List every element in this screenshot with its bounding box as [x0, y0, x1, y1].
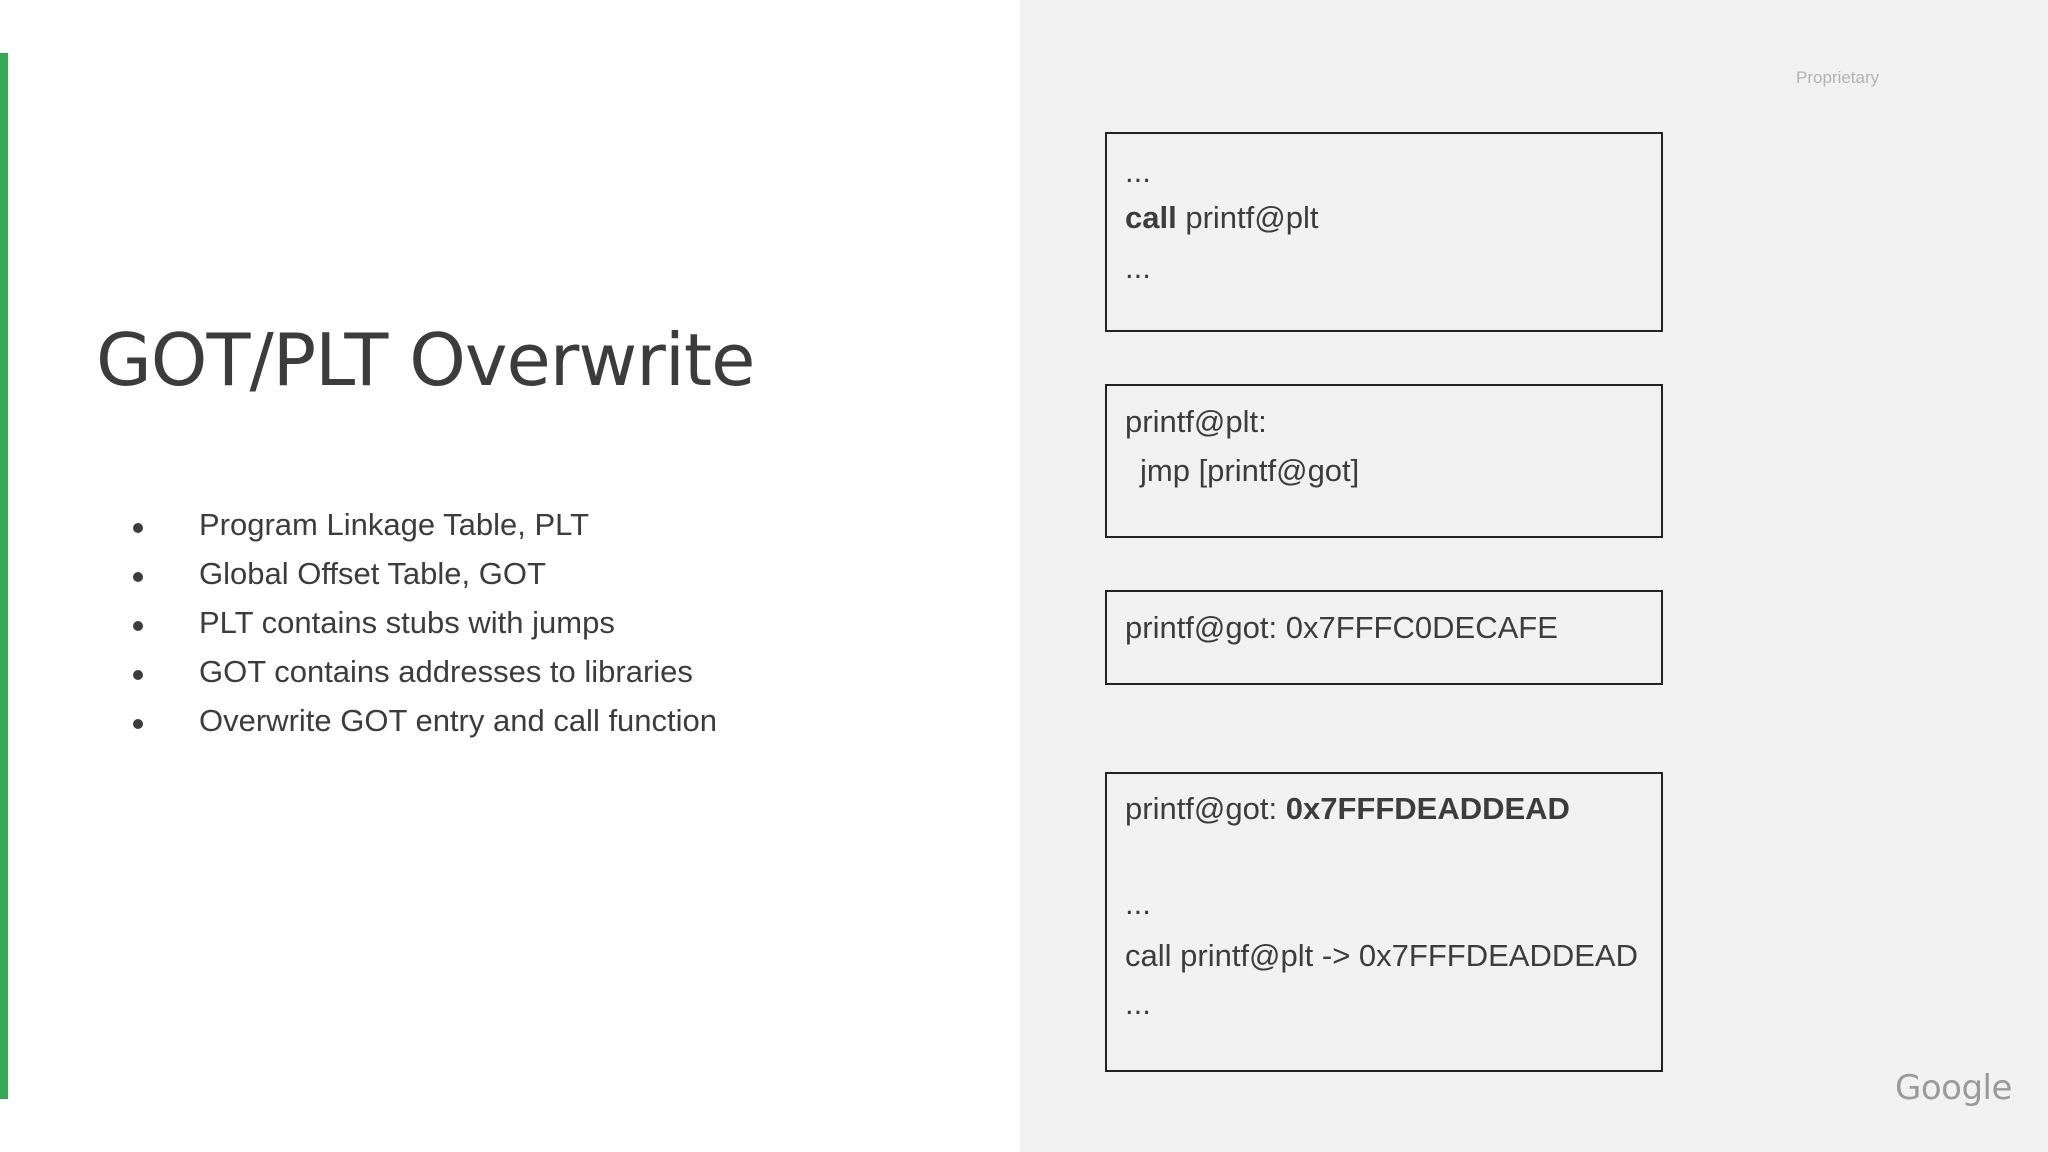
- bullet-dot-icon: [133, 572, 143, 582]
- bullet-dot-icon: [133, 621, 143, 631]
- bullet-dot-icon: [133, 670, 143, 680]
- jmp-instruction: jmp [printf@got]: [1140, 453, 1360, 488]
- redirected-call-line: call printf@plt -> 0x7FFFDEADDEAD: [1125, 938, 1638, 973]
- proprietary-label: Proprietary: [1796, 68, 1880, 87]
- plt-label: printf@plt:: [1125, 404, 1267, 439]
- bullet-item: [130, 500, 717, 549]
- overwritten-got-line: [1125, 791, 1570, 827]
- bullet-item: [130, 696, 717, 745]
- plt-stub-box: [1105, 384, 1663, 538]
- bullet-list: [130, 500, 717, 745]
- google-logo: Google: [1895, 1068, 2012, 1108]
- accent-bar: [0, 53, 8, 1099]
- got-entry-box: [1105, 590, 1663, 685]
- call-target: printf@plt: [1176, 200, 1319, 235]
- bullet-text: Overwrite GOT entry and call function: [199, 703, 718, 738]
- bullet-item: [130, 647, 717, 696]
- got-entry-text: printf@got: 0x7FFFC0DECAFE: [1125, 610, 1558, 645]
- bullet-text: Global Offset Table, GOT: [199, 556, 546, 591]
- got-label: printf@got:: [1125, 791, 1286, 826]
- ellipsis-text: ...: [1125, 986, 1151, 1021]
- ellipsis-text: ...: [1125, 250, 1151, 285]
- bullet-text: PLT contains stubs with jumps: [199, 605, 615, 640]
- bullet-text: GOT contains addresses to libraries: [199, 654, 693, 689]
- call-code-box: [1105, 132, 1663, 332]
- bullet-dot-icon: [133, 523, 143, 533]
- slide-title: GOT/PLT Overwrite: [96, 318, 755, 402]
- ellipsis-text: ...: [1125, 154, 1151, 189]
- ellipsis-text: ...: [1125, 886, 1151, 921]
- call-keyword: call: [1125, 200, 1177, 235]
- overwritten-address: 0x7FFFDEADDEAD: [1285, 791, 1570, 826]
- bullet-item: [130, 598, 717, 647]
- bullet-item: [130, 549, 717, 598]
- got-overwrite-box: [1105, 772, 1663, 1072]
- bullet-text: Program Linkage Table, PLT: [199, 507, 590, 542]
- bullet-dot-icon: [133, 719, 143, 729]
- call-line: [1125, 200, 1318, 236]
